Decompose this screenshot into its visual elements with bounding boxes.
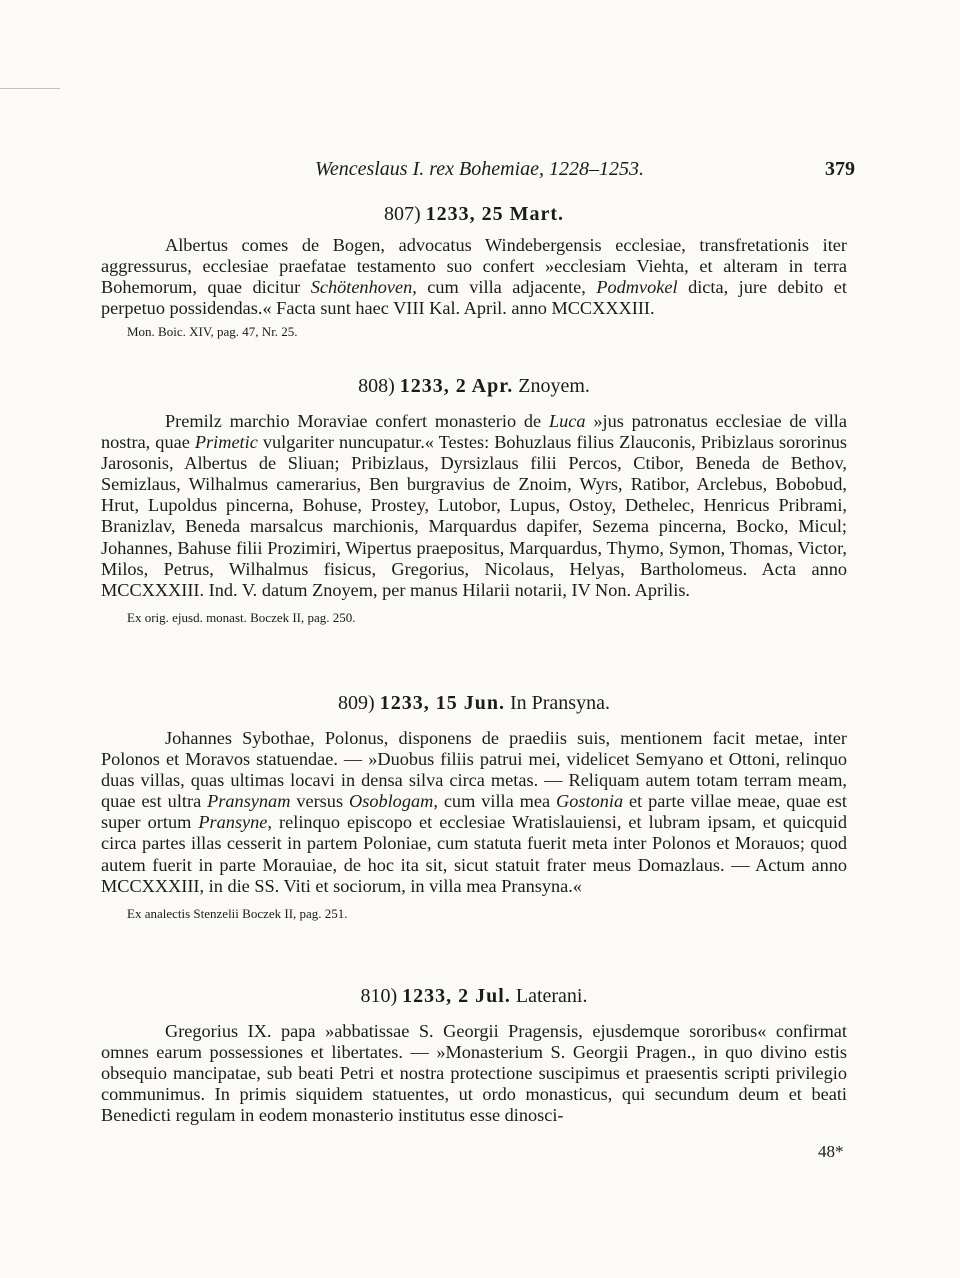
entry-date: 1233, 2 Apr. — [399, 375, 514, 397]
page-number: 379 — [825, 158, 855, 180]
scan-artifact-line — [0, 88, 60, 89]
entry-text — [101, 1021, 847, 1126]
text-run: versus — [290, 791, 349, 812]
entry-place: In Pransyna. — [509, 692, 610, 714]
source-citation: Ex orig. ejusd. monast. Boczek II, pag. 250. — [127, 609, 356, 625]
text-run: , cum villa mea — [433, 791, 557, 812]
italic-term: Osoblogam — [349, 791, 434, 812]
italic-term: Primetic — [194, 432, 258, 453]
text-run: vulgariter nuncupatur.« Testes: Bohuzlaus filius Zlauconis, Pribizlaus sororinus Jarosonis, Albertus de Sliuan; Pribizlaus, Dyrsizlaus filii Percos, Ctibor, Beneda de Bethov, Semizlaus, Wilhalmus camerarius, Ben burgravius de Znoim, Wyrs, Ratibor, Arclebus, Bobobud, Hrut, Lupoldus pincerna, Bohuse, Prostey, Lutobor, Lupus, Ostoy, Dethelec, Henricus Pribrami, Branizlav, Beneda marsalcus marchionis, Marquardus dapifer, Sezema pincerna, Bocko, Micul; Johannes, Bahuse filii Prozimiri, Wipertus praepositus, Marquardus, Thymo, Symon, Thomas, Victor, Milos, Petrus, Wilhalmus fisicus, Gregorius, Nicolaus, Helyas, Bartholomeus. Acta anno MCCXXXIII. Ind. V. datum Znoyem, per manus Hilarii notarii, IV Non. Aprilis. — [101, 432, 847, 600]
italic-term: Podmvokel — [596, 277, 678, 298]
entry-807 — [101, 201, 847, 341]
entry-text — [101, 728, 847, 897]
entry-date: 1233, 25 Mart. — [425, 203, 565, 225]
italic-term: Pransynam — [207, 791, 291, 812]
entry-heading — [101, 983, 847, 1009]
entry-number: 807) — [383, 203, 421, 225]
entry-808 — [101, 373, 847, 627]
text-run: Premilz marchio Moraviae confert monasterio de — [165, 411, 549, 431]
entry-heading — [101, 373, 847, 399]
entry-number: 810) — [360, 985, 398, 1007]
running-head-title: Wenceslaus I. rex Bohemiae, 1228–1253. — [315, 158, 645, 180]
entry-text — [101, 235, 847, 319]
entry-810 — [101, 983, 847, 1126]
signature-mark: 48* — [818, 1142, 844, 1161]
entry-heading — [101, 690, 847, 716]
entry-heading — [101, 201, 847, 227]
text-run: , relinquo episcopo et ecclesiae Wratislauiensi, et lubram ipsam, et quicquid circa partes illas cesserit in partem Poloniae, cum statuta fuerit meta inter Polonos et Morauos; quod autem fuerit in parte Morauiae, de hoc ita sit, sicut statuit frater meus Domazlaus. — Actum anno MCCXXXIII, in die SS. Viti et sociorum, in villa mea Pransyna.« — [101, 812, 848, 896]
text-run: , cum villa adjacente, — [412, 277, 597, 298]
text-run: »jus patronatus ecclesiae de villa nostra, quae — [101, 411, 847, 453]
text-run: Johannes Sybothae, Polonus, disponens de praediis suis, mentionem facit metae, inter Polonos et Moravos statuendae. — »Duobus filiis patrui mei, videlicet Semyano et Ottoni, relinquo duas villas, quas ultimas locavi in densa silva circa metas. — Reliquam autem totam terram meam, quae est ultra — [101, 728, 847, 812]
source-citation: Ex analectis Stenzelii Boczek II, pag. 251. — [127, 905, 348, 921]
entry-number: 808) — [358, 375, 395, 397]
entry-number: 809) — [338, 692, 375, 714]
italic-term: Pransyne — [198, 812, 268, 833]
entry-place: Laterani. — [515, 985, 588, 1007]
running-head — [315, 158, 855, 186]
entry-place: Znoyem. — [518, 375, 590, 397]
italic-term: Luca — [548, 411, 586, 431]
italic-term: Gostonia — [556, 791, 624, 812]
source-citation: Mon. Boic. XIV, pag. 47, Nr. 25. — [127, 324, 298, 340]
text-run: Gregorius IX. papa »abbatissae S. Georgii Pragensis, ejusdemque sororibus« confirmat omnes earum possessiones et libertates. — »Monasterium S. Georgii Pragen., in quo divino estis obsequio mancipatae, sub beati Petri et nostra protectione suscipimus et praesentis scripti privilegio communimus. In primis siquidem statuentes, ut ordo monasticus, qui secundum deum et beati Benedicti regulam in eodem monasterio institutus esse dinosci- — [101, 1021, 847, 1126]
text-run: dicta, jure debito et perpetuo possidendas.« Facta sunt haec VIII Kal. April. anno MCCXXXIII. — [101, 277, 847, 319]
entry-date: 1233, 2 Jul. — [402, 985, 511, 1007]
entry-date: 1233, 15 Jun. — [379, 692, 505, 714]
entry-text — [101, 411, 847, 601]
text-run: Albertus comes de Bogen, advocatus Windebergensis ecclesiae, transfretationis iter aggressurus, ecclesiae praefatae testamento suo confert »ecclesiam Viehta, et alteram in terra Bohemorum, quae dicitur — [101, 235, 847, 298]
text-run: et parte villae meae, quae est super ortum — [101, 791, 847, 833]
italic-term: Schötenhoven — [310, 277, 413, 298]
entry-809 — [101, 690, 847, 923]
